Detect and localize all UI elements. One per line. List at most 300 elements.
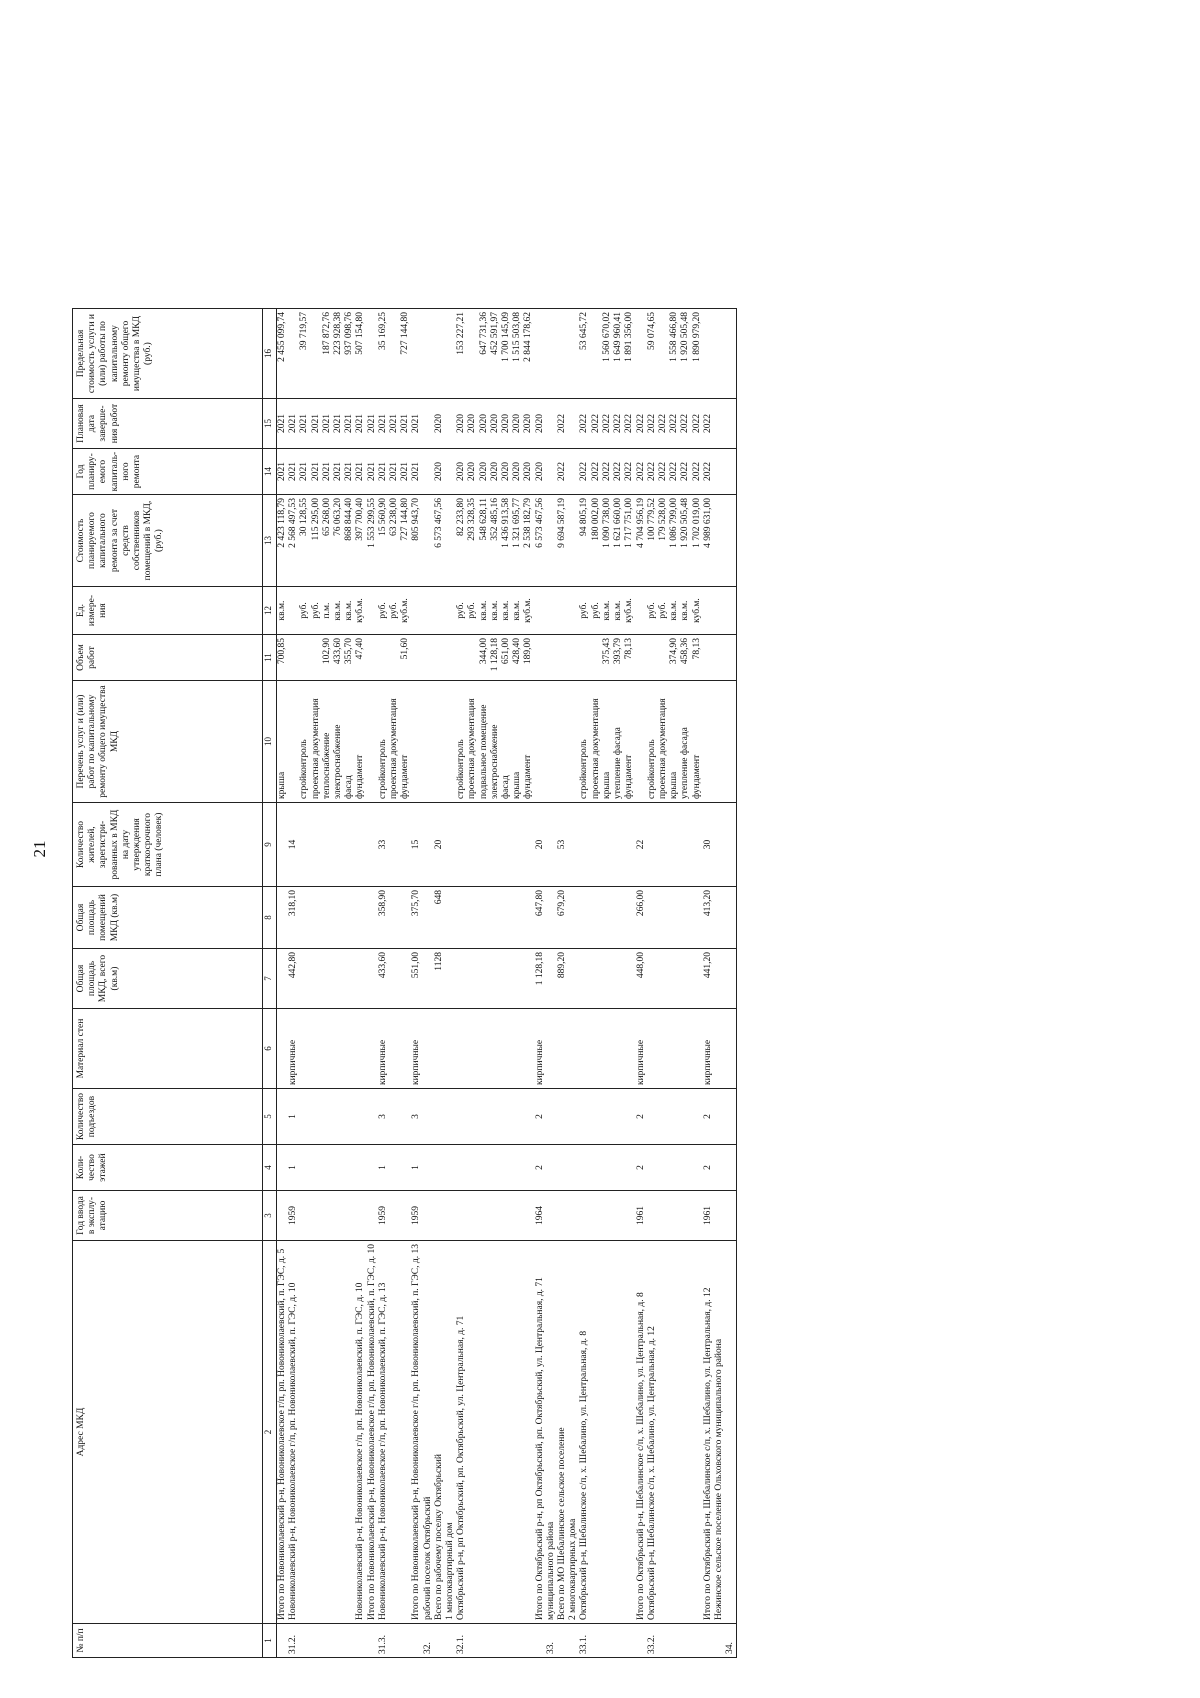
cell-col-14 — [568, 449, 579, 495]
cell-col-13: 30 128,55 — [299, 495, 310, 587]
cell-col-1: 32.1. — [456, 1624, 467, 1658]
cell-col-3: 1959 — [288, 1191, 299, 1241]
cell-col-9 — [568, 803, 579, 887]
cell-col-9 — [669, 803, 680, 887]
cell-col-7 — [456, 949, 467, 1009]
column-number-9: 9 — [263, 803, 277, 887]
table-row — [344, 309, 355, 1658]
cell-col-16: 153 227,21 — [456, 309, 467, 399]
cell-col-15: 2021 — [389, 399, 400, 449]
cell-col-3 — [591, 1191, 602, 1241]
cell-col-4 — [467, 1145, 478, 1191]
cell-col-15: 2021 — [299, 399, 310, 449]
table-body — [277, 309, 737, 1658]
cell-col-11: 189,00 — [523, 635, 534, 681]
cell-col-10: теплоснабжение — [322, 681, 333, 803]
cell-col-14: 2022 — [680, 449, 691, 495]
cell-col-3 — [647, 1191, 658, 1241]
cell-col-13: 63 238,00 — [389, 495, 400, 587]
cell-col-13 — [445, 495, 456, 587]
cell-col-1 — [714, 1624, 725, 1658]
cell-col-13: 15 560,90 — [378, 495, 389, 587]
cell-col-4 — [658, 1145, 669, 1191]
cell-col-9 — [389, 803, 400, 887]
cell-col-9 — [501, 803, 512, 887]
cell-col-9 — [333, 803, 344, 887]
cell-col-15: 2022 — [636, 399, 647, 449]
cell-col-1 — [434, 1624, 445, 1658]
cell-col-7 — [299, 949, 310, 1009]
cell-col-11 — [714, 635, 725, 681]
cell-col-3 — [355, 1191, 366, 1241]
cell-col-9: 22 — [636, 803, 647, 887]
cell-col-2: Новониколаевский р-н, Новониколаевское г/п, рп. Новониколаевский, п. ГЭС, д. 10 — [355, 1241, 366, 1624]
cell-col-6 — [725, 1009, 737, 1089]
cell-col-5 — [322, 1089, 333, 1145]
cell-col-1 — [445, 1624, 456, 1658]
cell-col-16: 1 649 960,41 — [613, 309, 624, 399]
cell-col-15: 2020 — [479, 399, 490, 449]
cell-col-16 — [591, 309, 602, 399]
cell-col-2: Нежинское сельское поселение Ольховского муниципального района — [714, 1241, 725, 1624]
cell-col-9 — [344, 803, 355, 887]
cell-col-14 — [725, 449, 737, 495]
cell-col-5 — [568, 1089, 579, 1145]
cell-col-7 — [669, 949, 680, 1009]
cell-col-3 — [333, 1191, 344, 1241]
cell-col-14: 2021 — [299, 449, 310, 495]
cell-col-11 — [591, 635, 602, 681]
cell-col-12 — [535, 587, 546, 635]
cell-col-12: кв.м. — [501, 587, 512, 635]
cell-col-11 — [658, 635, 669, 681]
cell-col-7 — [692, 949, 703, 1009]
cell-col-3 — [523, 1191, 534, 1241]
cell-col-2: Итого по Новониколаевский р-н, Новониколаевское г/п, рп. Новониколаевский, п. ГЭС, д. 10 — [367, 1241, 378, 1624]
cell-col-14: 2022 — [647, 449, 658, 495]
cell-col-7 — [579, 949, 590, 1009]
column-header-1: № п/п — [73, 1624, 263, 1658]
cell-col-14: 2022 — [703, 449, 714, 495]
cell-col-1: 33.1. — [579, 1624, 590, 1658]
cell-col-12: руб. — [647, 587, 658, 635]
cell-col-10: фасад — [344, 681, 355, 803]
cell-col-2: Всего по МО Шебалинское сельское поселение — [557, 1241, 568, 1624]
cell-col-8: 375,70 — [411, 887, 422, 949]
cell-col-2 — [613, 1241, 624, 1624]
cell-col-16: 35 169,25 — [378, 309, 389, 399]
cell-col-1 — [355, 1624, 366, 1658]
cell-col-3 — [546, 1191, 557, 1241]
column-header-10: Перечень услуг и (или) работ по капитальному ремонту общего имущества МКД — [73, 681, 263, 803]
cell-col-11 — [434, 635, 445, 681]
cell-col-6 — [680, 1009, 691, 1089]
cell-col-6 — [579, 1009, 590, 1089]
cell-col-7: 889,20 — [557, 949, 568, 1009]
cell-col-11 — [456, 635, 467, 681]
cell-col-1 — [400, 1624, 411, 1658]
cell-col-1: 31.2. — [288, 1624, 299, 1658]
cell-col-2 — [467, 1241, 478, 1624]
column-number-13: 13 — [263, 495, 277, 587]
cell-col-8 — [445, 887, 456, 949]
cell-col-8 — [658, 887, 669, 949]
cell-col-11: 78,13 — [692, 635, 703, 681]
cell-col-13: 727 144,80 — [400, 495, 411, 587]
cell-col-7 — [591, 949, 602, 1009]
cell-col-5 — [523, 1089, 534, 1145]
cell-col-14 — [546, 449, 557, 495]
cell-col-9 — [613, 803, 624, 887]
column-header-14: Год планиру-емого капиталь-ного ремонта — [73, 449, 263, 495]
cell-col-16: 1 558 466,80 — [669, 309, 680, 399]
cell-col-11: 393,79 — [613, 635, 624, 681]
column-header-8: Общая площадь помещений МКД (кв.м) — [73, 887, 263, 949]
cell-col-9 — [725, 803, 737, 887]
cell-col-15: 2020 — [512, 399, 523, 449]
cell-col-16: 727 144,80 — [400, 309, 411, 399]
cell-col-6 — [456, 1009, 467, 1089]
cell-col-9 — [647, 803, 658, 887]
cell-col-12: куб.м. — [523, 587, 534, 635]
cell-col-12 — [568, 587, 579, 635]
cell-col-13: 100 779,52 — [647, 495, 658, 587]
cell-col-16: 223 928,38 — [333, 309, 344, 399]
cell-col-16: 452 591,97 — [490, 309, 501, 399]
cell-col-16: 647 731,36 — [479, 309, 490, 399]
cell-col-8 — [568, 887, 579, 949]
cell-col-3: 1961 — [636, 1191, 647, 1241]
cell-col-1 — [523, 1624, 534, 1658]
cell-col-8: 318,10 — [288, 887, 299, 949]
cell-col-14: 2022 — [613, 449, 624, 495]
cell-col-12 — [636, 587, 647, 635]
cell-col-16 — [546, 309, 557, 399]
cell-col-2 — [322, 1241, 333, 1624]
cell-col-15: 2022 — [680, 399, 691, 449]
cell-col-12 — [411, 587, 422, 635]
cell-col-5 — [479, 1089, 490, 1145]
cell-col-7 — [523, 949, 534, 1009]
cell-col-2: Итого по Октябрьский р-н, рп Октябрьский, рп. Октябрьский, ул. Центральная, д. 71 — [535, 1241, 546, 1624]
cell-col-16 — [557, 309, 568, 399]
cell-col-9 — [456, 803, 467, 887]
cell-col-2: Итого по Октябрьский р-н, Шебалинское с/п, х. Шебалино, ул. Центральная, д. 8 — [636, 1241, 647, 1624]
cell-col-7 — [389, 949, 400, 1009]
cell-col-9 — [523, 803, 534, 887]
cell-col-13: 1 436 913,58 — [501, 495, 512, 587]
cell-col-5 — [647, 1089, 658, 1145]
cell-col-13: 1 621 660,00 — [613, 495, 624, 587]
cell-col-16 — [703, 309, 714, 399]
table-row — [333, 309, 344, 1658]
column-number-16: 16 — [263, 309, 277, 399]
cell-col-11 — [579, 635, 590, 681]
cell-col-13: 548 628,11 — [479, 495, 490, 587]
cell-col-9: 20 — [535, 803, 546, 887]
cell-col-16 — [288, 309, 299, 399]
cell-col-3: 1959 — [411, 1191, 422, 1241]
cell-col-4 — [299, 1145, 310, 1191]
cell-col-5 — [658, 1089, 669, 1145]
cell-col-14: 2021 — [367, 449, 378, 495]
cell-col-6 — [669, 1009, 680, 1089]
cell-col-10 — [535, 681, 546, 803]
cell-col-7: 1128 — [434, 949, 445, 1009]
cell-col-9 — [322, 803, 333, 887]
column-number-8: 8 — [263, 887, 277, 949]
cell-col-5 — [277, 1089, 289, 1145]
cell-col-12: кв.м. — [490, 587, 501, 635]
cell-col-13: 1 717 751,00 — [624, 495, 635, 587]
cell-col-9 — [546, 803, 557, 887]
cell-col-1 — [568, 1624, 579, 1658]
cell-col-11: 344,00 — [479, 635, 490, 681]
cell-col-16 — [658, 309, 669, 399]
cell-col-6 — [557, 1009, 568, 1089]
cell-col-5 — [423, 1089, 434, 1145]
column-number-5: 5 — [263, 1089, 277, 1145]
cell-col-1: 34. — [725, 1624, 737, 1658]
cell-col-14: 2022 — [557, 449, 568, 495]
cell-col-13: 4 989 631,00 — [703, 495, 714, 587]
cell-col-3 — [467, 1191, 478, 1241]
cell-col-16: 1 700 145,09 — [501, 309, 512, 399]
cell-col-15: 2020 — [467, 399, 478, 449]
cell-col-8 — [344, 887, 355, 949]
cell-col-10: утепление фасада — [680, 681, 691, 803]
cell-col-14: 2020 — [434, 449, 445, 495]
cell-col-8 — [680, 887, 691, 949]
cell-col-4 — [456, 1145, 467, 1191]
cell-col-15: 2020 — [456, 399, 467, 449]
cell-col-2: 2 многоквартирных дома — [568, 1241, 579, 1624]
table-row — [479, 309, 490, 1658]
table-row — [467, 309, 478, 1658]
cell-col-12: п.м. — [322, 587, 333, 635]
cell-col-8: 266,00 — [636, 887, 647, 949]
cell-col-12 — [714, 587, 725, 635]
cell-col-4 — [669, 1145, 680, 1191]
cell-col-5: 1 — [288, 1089, 299, 1145]
cell-col-1 — [680, 1624, 691, 1658]
cell-col-10 — [703, 681, 714, 803]
cell-col-8 — [501, 887, 512, 949]
cell-col-9 — [680, 803, 691, 887]
cell-col-12: кв.м. — [669, 587, 680, 635]
cell-col-16 — [725, 309, 737, 399]
cell-col-15: 2022 — [624, 399, 635, 449]
cell-col-9: 30 — [703, 803, 714, 887]
cell-col-10: проектная документация — [467, 681, 478, 803]
cell-col-9 — [591, 803, 602, 887]
cell-col-6 — [434, 1009, 445, 1089]
cell-col-2 — [624, 1241, 635, 1624]
cell-col-7 — [344, 949, 355, 1009]
cell-col-4 — [624, 1145, 635, 1191]
cell-col-2: Новониколаевский р-н, Новониколаевское г/п, рп. Новониколаевский, п. ГЭС, д. 10 — [288, 1241, 299, 1624]
cell-col-14: 2021 — [389, 449, 400, 495]
cell-col-15: 2022 — [658, 399, 669, 449]
cell-col-12: куб.м. — [624, 587, 635, 635]
cell-col-12 — [367, 587, 378, 635]
cell-col-3 — [602, 1191, 613, 1241]
cell-col-14: 2021 — [277, 449, 289, 495]
cell-col-7 — [658, 949, 669, 1009]
table-row — [456, 309, 467, 1658]
cell-col-1 — [501, 1624, 512, 1658]
cell-col-16 — [568, 309, 579, 399]
cell-col-15: 2020 — [523, 399, 534, 449]
cell-col-5 — [445, 1089, 456, 1145]
cell-col-11: 375,43 — [602, 635, 613, 681]
cell-col-10 — [546, 681, 557, 803]
cell-col-7 — [467, 949, 478, 1009]
cell-col-3 — [669, 1191, 680, 1241]
table-row — [411, 309, 422, 1658]
cell-col-13: 352 485,16 — [490, 495, 501, 587]
cell-col-1 — [479, 1624, 490, 1658]
cell-col-1 — [322, 1624, 333, 1658]
cell-col-14: 2022 — [602, 449, 613, 495]
cell-col-3 — [579, 1191, 590, 1241]
cell-col-4 — [400, 1145, 411, 1191]
cell-col-5 — [546, 1089, 557, 1145]
cell-col-13: 1 920 505,48 — [680, 495, 691, 587]
cell-col-4 — [434, 1145, 445, 1191]
cell-col-5 — [692, 1089, 703, 1145]
cell-col-8: 679,20 — [557, 887, 568, 949]
cell-col-11 — [299, 635, 310, 681]
cell-col-9: 20 — [434, 803, 445, 887]
table-row — [669, 309, 680, 1658]
cell-col-3 — [714, 1191, 725, 1241]
cell-col-6 — [322, 1009, 333, 1089]
cell-col-15: 2021 — [322, 399, 333, 449]
cell-col-4 — [333, 1145, 344, 1191]
cell-col-13: 1 086 799,00 — [669, 495, 680, 587]
cell-col-16: 937 098,76 — [344, 309, 355, 399]
cell-col-1 — [613, 1624, 624, 1658]
cell-col-5 — [434, 1089, 445, 1145]
cell-col-3 — [400, 1191, 411, 1241]
cell-col-8 — [467, 887, 478, 949]
cell-col-5 — [602, 1089, 613, 1145]
cell-col-3 — [512, 1191, 523, 1241]
table-row — [725, 309, 737, 1658]
cell-col-9 — [423, 803, 434, 887]
cell-col-15: 2022 — [602, 399, 613, 449]
cell-col-8 — [602, 887, 613, 949]
cell-col-10 — [568, 681, 579, 803]
cell-col-2 — [501, 1241, 512, 1624]
cell-col-3 — [557, 1191, 568, 1241]
cell-col-12: кв.м. — [344, 587, 355, 635]
cell-col-8 — [277, 887, 289, 949]
cell-col-3 — [624, 1191, 635, 1241]
cell-col-6 — [423, 1009, 434, 1089]
cell-col-12: руб. — [579, 587, 590, 635]
cell-col-12: кв.м. — [602, 587, 613, 635]
cell-col-4 — [714, 1145, 725, 1191]
cell-col-4 — [546, 1145, 557, 1191]
cell-col-5 — [579, 1089, 590, 1145]
cell-col-2: Октябрьский р-н, Шебалинское с/п, х. Шебалино, ул. Центральная, д. 8 — [579, 1241, 590, 1624]
cell-col-8 — [692, 887, 703, 949]
cell-col-6 — [568, 1009, 579, 1089]
table-row — [557, 309, 568, 1658]
cell-col-1 — [299, 1624, 310, 1658]
cell-col-3 — [692, 1191, 703, 1241]
table-row — [546, 309, 557, 1658]
cell-col-9 — [714, 803, 725, 887]
cell-col-13: 805 943,70 — [411, 495, 422, 587]
cell-col-3 — [479, 1191, 490, 1241]
cell-col-8 — [512, 887, 523, 949]
cell-col-7 — [613, 949, 624, 1009]
cell-col-8 — [479, 887, 490, 949]
cell-col-8 — [311, 887, 322, 949]
cell-col-4 — [355, 1145, 366, 1191]
cell-col-8 — [546, 887, 557, 949]
table-row — [512, 309, 523, 1658]
cell-col-6 — [277, 1009, 289, 1089]
cell-col-13: 4 704 956,19 — [636, 495, 647, 587]
cell-col-11 — [557, 635, 568, 681]
cell-col-7 — [277, 949, 289, 1009]
cell-col-5 — [355, 1089, 366, 1145]
cell-col-5 — [501, 1089, 512, 1145]
cell-col-7 — [445, 949, 456, 1009]
cell-col-9 — [367, 803, 378, 887]
column-number-1: 1 — [263, 1624, 277, 1658]
cell-col-9 — [602, 803, 613, 887]
cell-col-6 — [501, 1009, 512, 1089]
cell-col-2 — [400, 1241, 411, 1624]
cell-col-8 — [423, 887, 434, 949]
cell-col-3 — [423, 1191, 434, 1241]
cell-col-3 — [456, 1191, 467, 1241]
cell-col-5 — [680, 1089, 691, 1145]
cell-col-3 — [490, 1191, 501, 1241]
cell-col-6 — [445, 1009, 456, 1089]
cell-col-16 — [423, 309, 434, 399]
cell-col-3 — [344, 1191, 355, 1241]
cell-col-4 — [389, 1145, 400, 1191]
cell-col-12: руб. — [456, 587, 467, 635]
cell-col-15 — [546, 399, 557, 449]
cell-col-3: 1959 — [378, 1191, 389, 1241]
cell-col-2 — [311, 1241, 322, 1624]
cell-col-14 — [423, 449, 434, 495]
cell-col-16: 1 560 670,02 — [602, 309, 613, 399]
cell-col-1 — [535, 1624, 546, 1658]
cell-col-13: 2 423 118,79 — [277, 495, 289, 587]
cell-col-4 — [311, 1145, 322, 1191]
cell-col-5: 2 — [636, 1089, 647, 1145]
cell-col-16: 187 872,76 — [322, 309, 333, 399]
cell-col-12 — [445, 587, 456, 635]
cell-col-11 — [546, 635, 557, 681]
cell-col-12: куб.м. — [355, 587, 366, 635]
cell-col-4 — [613, 1145, 624, 1191]
cell-col-2 — [602, 1241, 613, 1624]
cell-col-14: 2020 — [456, 449, 467, 495]
cell-col-9 — [692, 803, 703, 887]
cell-col-14: 2021 — [311, 449, 322, 495]
cell-col-16: 39 719,57 — [299, 309, 310, 399]
table-row — [624, 309, 635, 1658]
